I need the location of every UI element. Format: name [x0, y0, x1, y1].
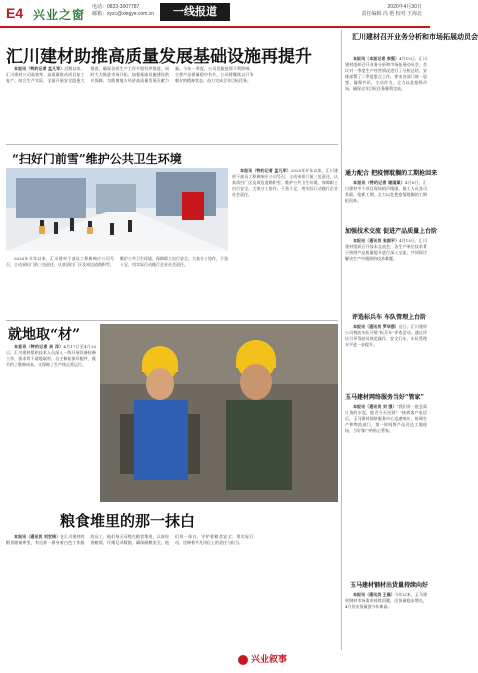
main-headline: 汇川建材助推高质量发展基础设施再提升 [6, 47, 312, 67]
right1-title: 汇川建材召开业务分析和市场拓展动员会 [352, 32, 478, 41]
repair-article-title: 就地取“材” [8, 327, 81, 343]
grain-byline: 本报讯（通讯员 刘宏瑛） [14, 534, 61, 539]
snow-cleaning-photo [6, 168, 228, 251]
right3-body [345, 238, 427, 308]
footer-logo [238, 652, 287, 665]
snow-article-body-cont [6, 256, 228, 318]
date-block [361, 4, 422, 18]
repair-article-body [6, 344, 96, 504]
right5-byline: 本报讯（通讯员 刘 强） [353, 404, 397, 409]
grain-article-body [6, 534, 338, 646]
snow-byline: 本报讯（特约记者 孟凡军） [240, 168, 291, 173]
logo-mark-icon [238, 655, 248, 665]
divider [6, 144, 338, 145]
divider-2 [6, 320, 338, 321]
right2-byline: 本报讯（特约记者 谢国斌） [353, 180, 405, 185]
right1-body [345, 56, 427, 164]
section-label: 一线报道 [160, 3, 230, 21]
right5-body [345, 404, 427, 574]
right5-text: “我们有一批急需订货的水泥，能否今天送到？”接到客户电话后，玉马建材网络服务中心迅速响应，协调生产和物流部门，第一时间将产品送达工地现场，当好客户的贴心管家。 [345, 404, 427, 433]
column-title: 兴业之窗 [33, 8, 86, 22]
right1-byline: 本报讯（本报记者 李强） [353, 56, 400, 61]
right1-text: 4月15日，汇川建材组织召开业务分析和市场拓展动员会。会议对一季度生产经营情况进行了分析总结，安排部署了二季度重点工作，要求各部门统一思想、凝聚共识，主动作为，全力以赴抢抓市场，确保全年目标任务顺利完成。 [345, 56, 427, 91]
snow-article-title: “扫好门前雪”维护公共卫生环境 [12, 152, 182, 166]
right4-byline: 本报讯（通讯员 罗华强） [353, 324, 399, 329]
right2-body [345, 180, 427, 222]
snow-article-body [232, 168, 338, 318]
page-header [0, 0, 430, 28]
right2-text: 4月6日，汇川建材多个项目现场机声隆隆，施工人员各司其职，抢抓工期，全力以赴把疫情耽搁的工期抢回来。 [345, 180, 427, 203]
right3-byline: 本报讯（通讯员 张国平） [353, 238, 400, 243]
right6-byline: 本报讯（通讯员 王磊） [353, 592, 395, 597]
right3-title: 加强技术交流 促进产品质量上台阶 [345, 228, 438, 235]
phone-text: 电话：0833-3007787 [92, 4, 140, 10]
right5-title: 玉马建材网络服务当好“管家” [345, 394, 424, 401]
snow-text-cont: 2020年开年以来，汇川建材干部员工积极响应公司号召，主动承担门前三包责任，认真清扫厂区及周边道路积雪，维护公共卫生环境，保障职工出行安全。大家分工协作，干劲十足，用实际行动践行企业社会责任。 [6, 256, 228, 267]
editor-credits: 责任编辑 冯 艳 校对 王海北 [361, 11, 422, 17]
right6-title: 玉马建材钢材出货量持续向好 [350, 582, 429, 589]
email-text: 邮箱：xyzc@xingye.com.cn [92, 11, 155, 17]
right3-text: 4月15日，汇川建材组织召开技术交流会，各生产单位技术骨干围绕产品质量提升进行深入交流，共同探讨解决生产中遇到的技术难题。 [345, 238, 427, 261]
right4-body [345, 324, 427, 386]
grain-text: 在汇川建材的粮食储备库里，有这样一群身着白色工作服的员工，他们每天穿梭在粮食堆里，认真检查粮情，仔细记录数据，确保储粮安全。他们用一抹白，守护着粮食安全；用实际行动，诠释着平凡岗位上的责任与担当。 [6, 534, 254, 545]
grain-article-title: 粮食堆里的那一抹白 [60, 512, 196, 530]
column-divider [341, 30, 342, 650]
right6-text: 今年以来，玉马建材钢材市场需求持续回暖，出货量稳步增长，4月份出货量创今年新高。 [345, 592, 427, 609]
right6-body [345, 592, 427, 670]
repair-text: 4月17日至4月20日，汇川建材组织技术人员深入一线开展设备检修工作，技术骨干就地取材，自主修复损坏配件，既节约了维修成本，又保障了生产线正常运行。 [6, 344, 96, 367]
right4-title: 评选标兵车 车队管理上台阶 [352, 314, 427, 321]
engineers-photo [100, 324, 338, 502]
snow-text: 2020年开年以来，汇川建材干部员工积极响应公司号召，主动承担门前三包责任，认真清扫厂区及周边道路积雪，维护公共卫生环境，保障职工出行安全。大家分工协作，干劲十足，用实际行动践行企业社会责任。 [232, 168, 338, 197]
right4-text: 近日，汇川建材公司物流车队开展“标兵车”评选活动，通过评比引导驾驶员规范操作、安全行车，车队管理水平进一步提升。 [345, 324, 427, 347]
right2-title: 通力配合 把疫情耽搁的工期抢回来 [345, 170, 438, 177]
main-text: 近期以来，汇川建材公司高效率、高质量推动项目复工复产，结合生产实际，全面开展安全隐患大排查，确保各项生产工作平稳有序推进。同时大力推进市场开拓，加强基础设施建设供应保障，为助推地方经济高质量发展贡献力量。今年一季度，公司克服疫情不利影响，主要产品销量稳中有升，公司将继续以只争朝夕的精神状态，奋力完成全年目标任务。 [6, 66, 254, 83]
page-number: E4 [6, 5, 24, 21]
contact-block [92, 4, 154, 18]
main-article-body [6, 66, 338, 142]
issue-date: 2020年4月30日 [387, 4, 422, 10]
main-byline: 本报讯（特约记者 孟凡军） [14, 66, 65, 71]
repair-byline: 本报讯（特约记者 吴 洋） [14, 344, 64, 349]
logo-text: 兴业叙事 [251, 655, 288, 665]
